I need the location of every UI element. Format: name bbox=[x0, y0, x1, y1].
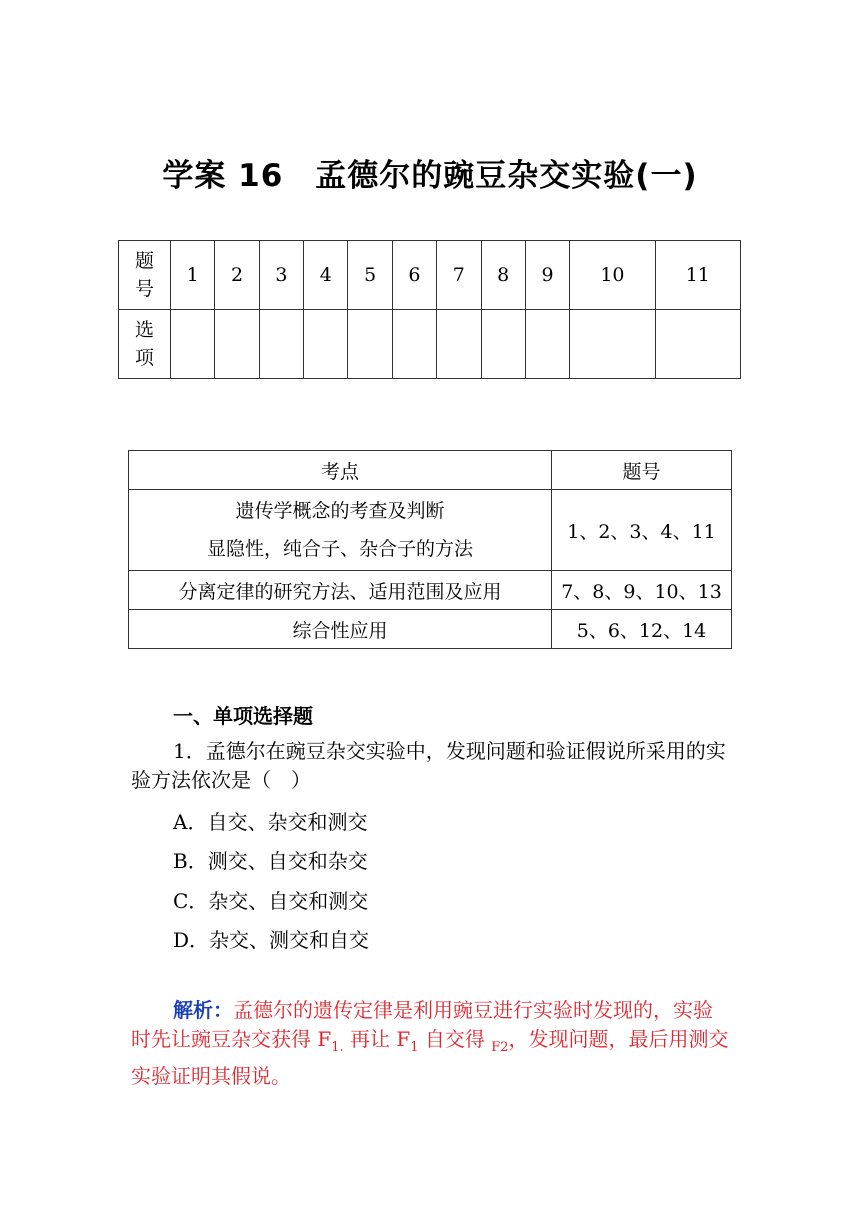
number-cell: 4 bbox=[304, 241, 348, 310]
answer-cell[interactable] bbox=[481, 310, 525, 379]
topic-cell: 综合性应用 bbox=[129, 610, 552, 649]
answer-cell[interactable] bbox=[259, 310, 303, 379]
number-row bbox=[119, 241, 741, 310]
topic-numbers-cell: 1、2、3、4、11 bbox=[552, 490, 732, 571]
question-1: 1．孟德尔在豌豆杂交实验中，发现问题和验证假说所采用的实验方法依次是（ ） bbox=[131, 739, 726, 792]
number-cell: 9 bbox=[525, 241, 569, 310]
answer-cell[interactable] bbox=[570, 310, 655, 379]
topic-row bbox=[129, 571, 732, 610]
number-cell: 2 bbox=[215, 241, 259, 310]
answer-cell[interactable] bbox=[304, 310, 348, 379]
number-cell: 3 bbox=[259, 241, 303, 310]
number-cell: 11 bbox=[655, 241, 740, 310]
number-cell: 5 bbox=[348, 241, 392, 310]
answer-cell[interactable] bbox=[437, 310, 481, 379]
answer-table bbox=[118, 240, 741, 379]
number-cell: 10 bbox=[570, 241, 655, 310]
answer-cell[interactable] bbox=[525, 310, 569, 379]
answer-cell[interactable] bbox=[171, 310, 215, 379]
answer-cell[interactable] bbox=[655, 310, 740, 379]
topic-cell: 分离定律的研究方法、适用范围及应用 bbox=[129, 571, 552, 610]
topic-table bbox=[128, 450, 732, 649]
answer-cell[interactable] bbox=[392, 310, 436, 379]
option-c[interactable]: C．杂交、自交和测交 bbox=[173, 889, 369, 913]
section-title: 一、单项选择题 bbox=[173, 704, 313, 728]
option-b[interactable]: B．测交、自交和杂交 bbox=[173, 849, 368, 873]
row-head-answer: 选 项 bbox=[119, 310, 171, 379]
topic-row bbox=[129, 490, 732, 571]
number-cell: 7 bbox=[437, 241, 481, 310]
topic-numbers-cell: 5、6、12、14 bbox=[552, 610, 732, 649]
row-head-number: 题 号 bbox=[119, 241, 171, 310]
number-cell: 1 bbox=[171, 241, 215, 310]
option-a[interactable]: A．自交、杂交和测交 bbox=[173, 810, 368, 834]
topic-numbers-cell: 7、8、9、10、13 bbox=[552, 571, 732, 610]
answer-row bbox=[119, 310, 741, 379]
header-topic: 考点 bbox=[129, 451, 552, 490]
number-cell: 8 bbox=[481, 241, 525, 310]
number-cell: 6 bbox=[392, 241, 436, 310]
topic-cell: 遗传学概念的考查及判断 显隐性，纯合子、杂合子的方法 bbox=[129, 490, 552, 571]
analysis-paragraph: 解析：孟德尔的遗传定律是利用豌豆进行实验时发现的，实验时先让豌豆杂交获得 $F_{1.}$ 再让 $F_1$ 自交得 $_{F2}$，发现问题，最后用测交实验证明其假说。 bbox=[131, 998, 729, 1088]
page-title: 学案 16 孟德尔的豌豆杂交实验(一) bbox=[162, 158, 698, 194]
topic-row bbox=[129, 610, 732, 649]
analysis-label: 解析： bbox=[173, 998, 233, 1022]
answer-cell[interactable] bbox=[348, 310, 392, 379]
option-d[interactable]: D．杂交、测交和自交 bbox=[173, 928, 370, 952]
topic-header-row bbox=[129, 451, 732, 490]
header-numbers: 题号 bbox=[552, 451, 732, 490]
answer-cell[interactable] bbox=[215, 310, 259, 379]
